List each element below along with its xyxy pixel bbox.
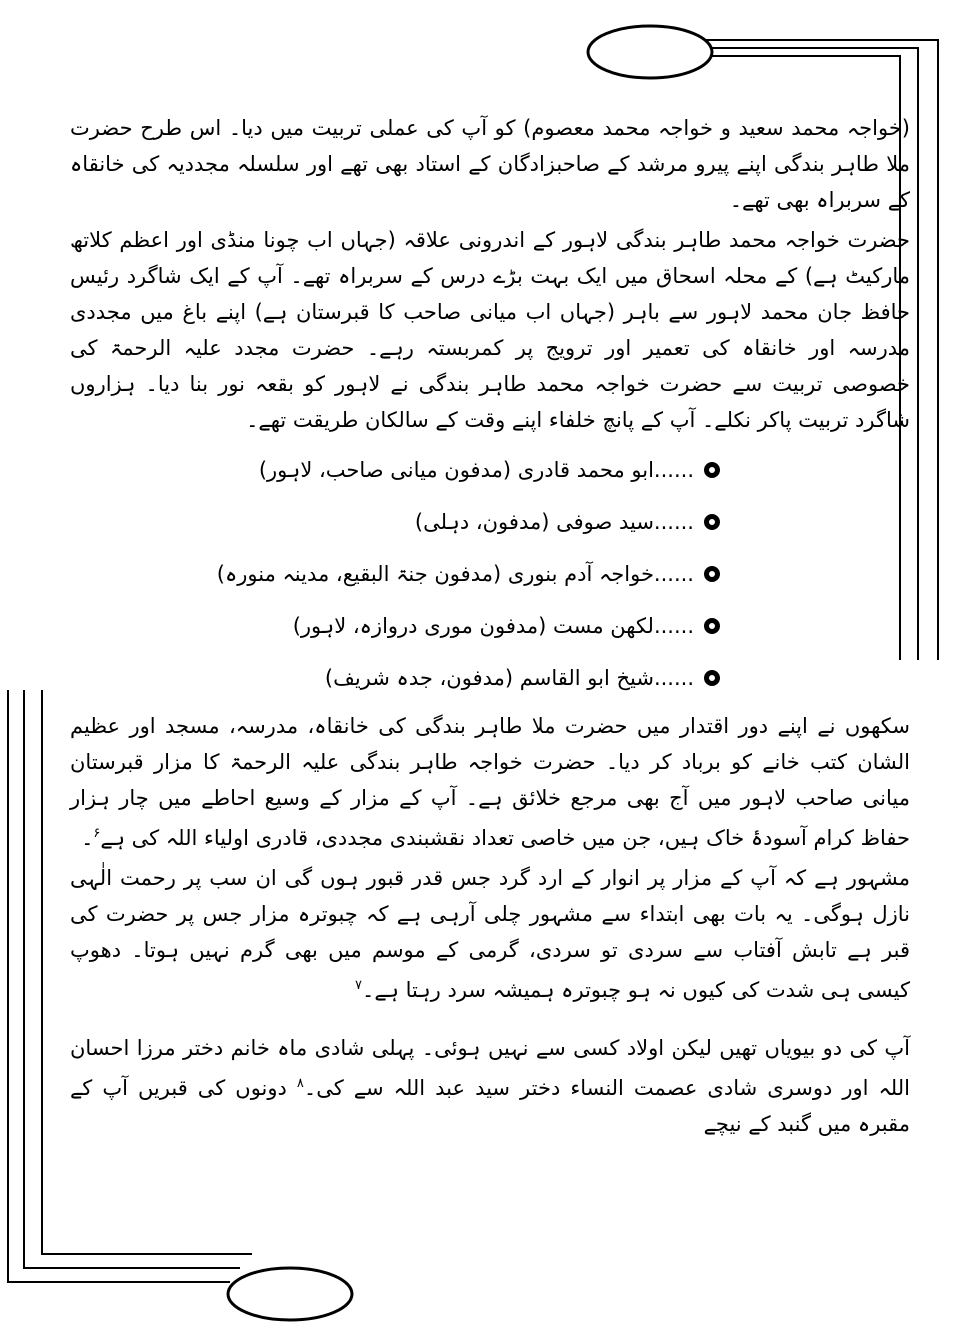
list-item: ......ابو محمد قادری (مدفون میانی صاحب، لاہور) [70, 444, 720, 496]
paragraph-intro: (خواجہ محمد سعید و خواجہ محمد معصوم) کو آپ کی عملی تربیت میں دیا۔ اس طرح حضرت ملا طاہر بندگی اپنے پیرو مرشد کے صاحبزادگان کے استاد بھی تھے اور سلسلہ مجددیہ کی خانقاہ کے سربراہ بھی تھے۔ [70, 116, 910, 212]
paragraph-tahir-bandagi: حضرت خواجہ محمد طاہر بندگی لاہور کے اندرونی علاقہ (جہاں اب چونا منڈی اور اعظم کلاتھ مارکیٹ ہے) کے محلہ اسحاق میں ایک بہت بڑے درس کے سربراہ تھے۔ آپ کے ایک شاگرد رئیس حافظ جان محمد لاہور سے باہر (جہاں اب میانی صاحب کا قبرستان ہے) اپنے باغ میں مجددی مدرسہ اور خانقاہ کی تعمیر اور ترویج پر کمربستہ رہے۔ حضرت مجدد علیہ الرحمۃ کی خصوصی تربیت سے حضرت خواجہ محمد طاہر بندگی نے لاہور کو بقعہ نور بنا دیا۔ ہزاروں شاگرد تربیت پاکر نکلے۔ آپ کے پانچ خلفاء اپنے وقت کے سالکان طریقت تھے۔ [70, 228, 910, 432]
bullet-icon [704, 618, 720, 634]
paragraph-sikh-period: سکھوں نے اپنے دور اقتدار میں حضرت ملا طاہر بندگی کی خانقاہ، مدرسہ، مسجد اور عظیم الشان کتب خانے کو برباد کر دیا۔ حضرت خواجہ طاہر بندگی علیہ الرحمۃ کا مزار قبرستان میانی صاحب لاہور میں آج بھی مرجع خلائق ہے۔ آپ کے مزار کے وسیع احاطے میں چار ہزار حفاظ کرام آسودۂ خاک ہیں، جن میں خاصی تعداد نقشبندی مجددی، قادری اولیاء اللہ کی ہے$^۶$۔ [70, 714, 910, 850]
footnote-marker: ۸ [296, 1076, 304, 1091]
bullet-icon [704, 514, 720, 530]
list-item: ......خواجہ آدم بنوری (مدفون جنۃ البقیع، مدینہ منورہ) [70, 548, 720, 600]
footnote-marker: ۶ [93, 826, 101, 841]
bullet-icon [704, 462, 720, 478]
footnote-marker: ۷ [355, 978, 363, 993]
khulafa-list [70, 444, 910, 704]
paragraph-mashhur: مشہور ہے کہ آپ کے مزار پر انوار کے ارد گرد جس قدر قبور ہوں گی ان سب پر رحمت الٰہی نازل ہوگی۔ یہ بات بھی ابتداء سے مشہور چلی آرہی ہے کہ چبوترہ مزار جس پر حضرت کی قبر ہے تابش آفتاب سے سردی تو سردی، گرمی کے موسم میں بھی گرم نہیں ہوتا۔ دھوپ کیسی ہی شدت کی کیوں نہ ہو چبوترہ ہمیشہ سرد رہتا ہے۔$^۷$ [70, 866, 910, 1002]
list-item: ......شیخ ابو القاسم (مدفون، جدہ شریف) [70, 652, 720, 704]
page-body [70, 110, 910, 1142]
bullet-icon [704, 566, 720, 582]
top-ornament-oval [588, 26, 712, 78]
paragraph-wives: آپ کی دو بیویاں تھیں لیکن اولاد کسی سے نہیں ہوئی۔ پہلی شادی ماہ خانم دختر مرزا احسان اللہ اور دوسری شادی عصمت النساء دختر سید عبد اللہ سے کی۔$^۸$ دونوں کی قبریں آپ کے مقبرہ میں گنبد کے نیچے [70, 1036, 910, 1136]
bullet-icon [704, 670, 720, 686]
list-item: ......لکھن مست (مدفون موری دروازہ، لاہور) [70, 600, 720, 652]
bottom-ornament-oval [228, 1268, 352, 1320]
list-item: ......سید صوفی (مدفون، دہلی) [70, 496, 720, 548]
